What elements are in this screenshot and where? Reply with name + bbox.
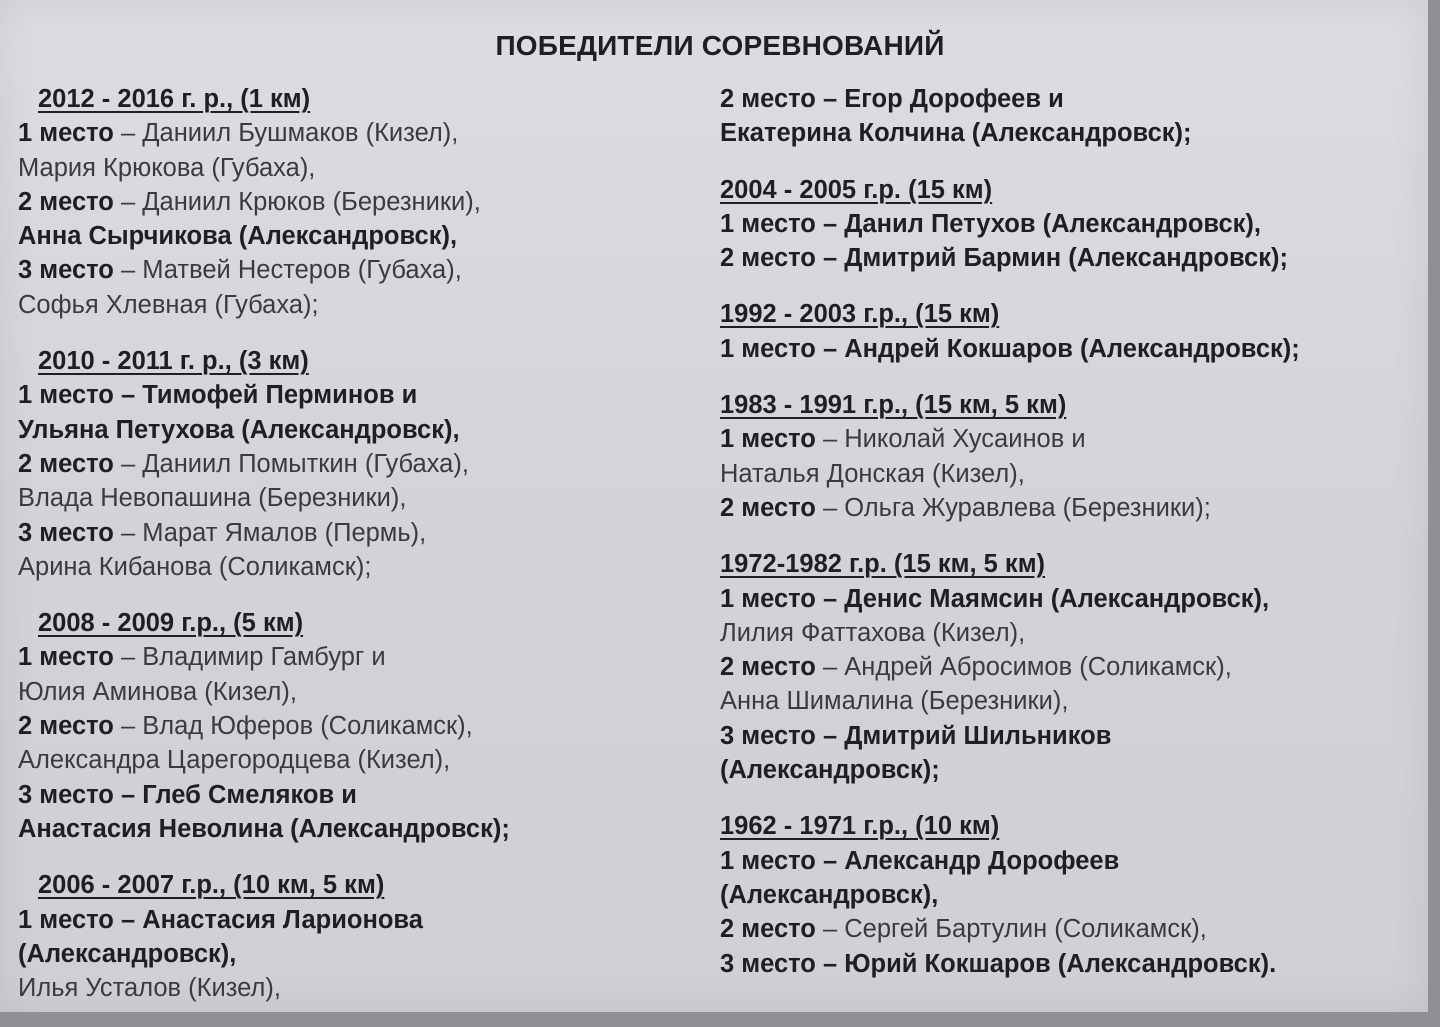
winner-names: Влада Невопашина (Березники), [18,484,407,513]
winner-names: – Денис Маямсин (Александровск), [815,584,1270,613]
winner-line [720,719,1420,753]
winner-names: Ульяна Петухова (Александровск), [18,415,460,444]
winner-names: Наталья Донская (Кизел), [720,459,1025,488]
winner-line [18,971,708,1005]
winner-line [18,447,708,481]
winner-names: Анна Сырчикова (Александровск), [18,222,458,251]
age-group-heading: 2004 - 2005 г.р. (15 км) [720,175,993,204]
winner-line [18,743,708,777]
winner-names: Юлия Аминова (Кизел), [18,677,297,706]
winner-line [720,241,1420,275]
place-label: 3 место [18,780,114,809]
winner-names: – Ольга Журавлева (Березники); [815,493,1211,522]
winner-line [720,116,1420,150]
winner-names: – Глеб Смеляков и [113,780,357,809]
winner-line [720,422,1420,456]
place-label: 2 место [720,653,816,682]
winner-names: (Александровск); [720,756,940,785]
winner-line [720,947,1420,981]
place-label: 1 место [18,119,114,148]
results-section [720,547,1420,787]
results-section [720,809,1420,980]
winner-names: – Сергей Бартулин (Соликамск), [815,915,1207,944]
age-group-heading: 2010 - 2011 г. р., (3 км) [38,347,309,376]
winner-line [720,491,1420,525]
winner-names: – Юрий Кокшаров (Александровск). [815,949,1277,978]
winner-line [18,413,708,447]
place-label: 1 место [18,905,114,934]
winner-names: – Владимир Гамбург и [113,643,386,672]
winner-names: – Даниил Бушмаков (Кизел), [113,119,459,148]
winner-line [720,650,1420,684]
place-label: 1 место [720,584,816,613]
winner-names: – Дмитрий Бармин (Александровск); [815,244,1288,273]
age-group-heading: 2006 - 2007 г.р., (10 км, 5 км) [38,871,385,900]
left-column [18,82,708,1027]
winner-line [18,937,708,971]
place-label: 2 место [18,449,114,478]
winner-names: Екатерина Колчина (Александровск); [720,119,1192,148]
winner-names: – Матвей Нестеров (Губаха), [113,256,462,285]
winner-line [18,640,708,674]
winner-line [720,582,1420,616]
place-label: 1 место [18,643,114,672]
results-section [18,606,708,846]
winner-names: – Влад Юферов (Соликамск), [113,712,473,741]
age-group-heading: 1962 - 1971 г.р., (10 км) [720,812,1000,841]
winner-names: – Андрей Абросимов (Соликамск), [815,653,1232,682]
winner-line [720,332,1420,366]
place-label: 3 место [18,518,114,547]
place-label: 3 место [18,256,114,285]
results-section [720,388,1420,525]
place-label: 3 место [720,949,816,978]
winner-names: Софья Хлевная (Губаха); [18,290,319,319]
winner-names: – Данил Петухов (Александровск), [815,209,1261,238]
winner-line [18,288,708,322]
winner-line [18,481,708,515]
winner-names: Анастасия Неволина (Александровск); [18,814,510,843]
winner-names: – Егор Дорофеев и [815,85,1064,113]
winner-line [720,616,1420,650]
winner-line [720,207,1420,241]
age-group-heading: 1972-1982 г.р. (15 км, 5 км) [720,550,1046,579]
place-label: 1 место [720,425,816,454]
results-section [720,82,1420,151]
winner-line [720,844,1420,878]
place-label: 2 место [18,187,114,216]
winner-line [18,116,708,150]
winner-line [18,778,708,812]
winner-names: Илья Усталов (Кизел), [18,974,281,1003]
winner-line [18,903,708,937]
winner-names: Анна Шималина (Березники), [720,687,1069,716]
place-label: 1 место [720,209,816,238]
right-column [720,82,1420,1003]
place-label: 3 место [720,721,816,750]
winner-names: Арина Кибанова (Соликамск); [18,552,372,581]
results-section [18,868,708,1005]
place-label: 1 место [720,334,816,363]
winner-names: – Тимофей Перминов и [113,381,418,410]
age-group-heading: 2012 - 2016 г. р., (1 км) [38,85,311,113]
winner-line [18,253,708,287]
winner-line [18,812,708,846]
winner-line [18,185,708,219]
winner-line [18,151,708,185]
winner-names: – Даниил Крюков (Березники), [113,187,481,216]
winner-names: Мария Крюкова (Губаха), [18,153,316,182]
page-title: ПОБЕДИТЕЛИ СОРЕВНОВАНИЙ [495,30,945,61]
winner-line [18,516,708,550]
age-group-heading: 1992 - 2003 г.р., (15 км) [720,300,1000,329]
results-section [18,82,708,322]
winner-line [720,684,1420,718]
winner-names: Лилия Фаттахова (Кизел), [720,618,1026,647]
place-label: 2 место [720,493,816,522]
winner-line [18,219,708,253]
winner-line [720,753,1420,787]
winner-names: – Даниил Помыткин (Губаха), [113,449,469,478]
winner-line [720,82,1420,116]
winner-names: (Александровск), [18,939,237,968]
winner-names: – Дмитрий Шильников [815,721,1112,750]
winner-line [720,912,1420,946]
winner-line [720,878,1420,912]
winner-names: – Марат Ямалов (Пермь), [113,518,427,547]
results-section [720,297,1420,366]
winner-line [18,709,708,743]
place-label: 1 место [720,846,816,875]
winner-names: – Андрей Кокшаров (Александровск); [815,334,1300,363]
winner-names: – Анастасия Ларионова [113,905,423,934]
winner-names: Александра Царегородцева (Кизел), [18,746,451,775]
place-label: 2 место [720,244,816,273]
place-label: 2 место [720,85,816,113]
winner-line [18,675,708,709]
winner-line [18,550,708,584]
results-section [720,173,1420,276]
winner-names: – Александр Дорофеев [815,846,1120,875]
winner-line [18,378,708,412]
winner-names: (Александровск), [720,880,939,909]
winner-names: – Николай Хусаинов и [815,425,1086,454]
age-group-heading: 1983 - 1991 г.р., (15 км, 5 км) [720,391,1067,420]
age-group-heading: 2008 - 2009 г.р., (5 км) [38,609,304,638]
results-section [18,344,708,584]
place-label: 2 место [720,915,816,944]
place-label: 2 место [18,712,114,741]
winner-line [720,457,1420,491]
place-label: 1 место [18,381,114,410]
